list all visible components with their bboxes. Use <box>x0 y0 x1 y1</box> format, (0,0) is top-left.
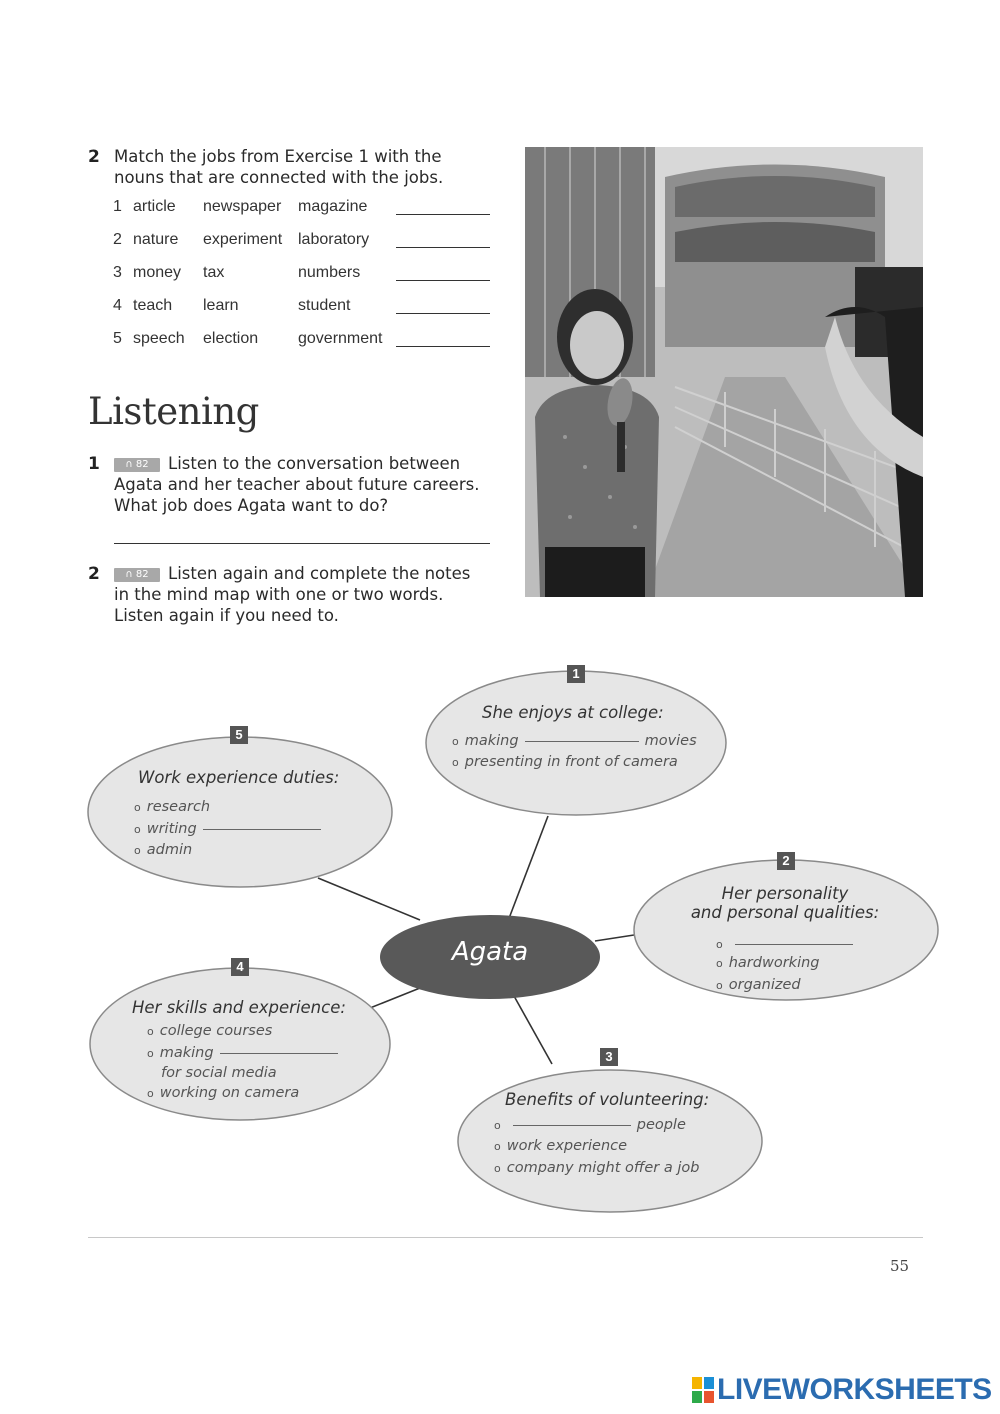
bubble-item: o hardworking <box>716 955 820 971</box>
word-3: laboratory <box>298 231 370 248</box>
exercise-number: 2 <box>88 564 100 584</box>
row-number: 3 <box>113 264 122 281</box>
word-3: student <box>298 297 351 314</box>
answer-blank[interactable] <box>735 944 853 945</box>
word-1: nature <box>133 231 179 248</box>
instruction-line: Listen to the conversation between <box>168 454 461 473</box>
exercise-number: 2 <box>88 147 100 167</box>
bubble-number: 5 <box>230 726 248 744</box>
bubble-item: o presenting in front of camera <box>452 754 678 770</box>
bubble-number: 3 <box>600 1048 618 1066</box>
bubble-title: Benefits of volunteering: <box>505 1090 710 1109</box>
word-3: numbers <box>298 264 361 281</box>
answer-blank[interactable] <box>220 1053 338 1054</box>
bubble-item: o work experience <box>494 1138 628 1154</box>
instruction-line: nouns that are connected with the jobs. <box>114 168 444 187</box>
word-1: money <box>133 264 182 281</box>
bubble-item: o research <box>134 799 211 815</box>
row-number: 5 <box>113 330 122 347</box>
bubble-item: o writing <box>134 821 327 837</box>
answer-blank[interactable] <box>203 829 321 830</box>
row-number: 2 <box>113 231 122 248</box>
bubble-title: She enjoys at college: <box>482 703 664 722</box>
bubble-item: o working on camera <box>147 1085 300 1101</box>
word-2: tax <box>203 264 225 281</box>
bubble-item: o organized <box>716 977 801 993</box>
instruction-line: Agata and her teacher about future careers. <box>114 475 480 494</box>
page-number: 55 <box>890 1257 910 1275</box>
bubble-title: Her skills and experience: <box>132 998 346 1017</box>
bubble-item: o <box>716 936 859 952</box>
answer-blank[interactable] <box>525 741 639 742</box>
exercise-number: 1 <box>88 454 100 474</box>
brand-name[interactable]: LIVEWORKSHEETS <box>717 1373 992 1406</box>
instruction-line: Listen again if you need to. <box>114 606 339 625</box>
word-3: government <box>298 330 383 347</box>
bubble-title: Work experience duties: <box>138 768 340 787</box>
instruction-line: Listen again and complete the notes <box>168 564 471 583</box>
word-2: election <box>203 330 259 347</box>
row-number: 1 <box>113 198 122 215</box>
word-3: magazine <box>298 198 368 215</box>
bubble-item: o people <box>494 1117 686 1133</box>
bubble-item: o company might offer a job <box>494 1160 700 1176</box>
bubble-item: o college courses <box>147 1023 273 1039</box>
bubble-number: 4 <box>231 958 249 976</box>
word-2: newspaper <box>203 198 282 215</box>
audio-track-badge[interactable]: ∩ 82 <box>114 568 160 582</box>
word-1: speech <box>133 330 185 347</box>
bubble-number: 2 <box>777 852 795 870</box>
bubble-title: Her personality and personal qualities: <box>690 884 880 922</box>
bubble-item: o making <box>147 1045 344 1061</box>
answer-blank[interactable] <box>513 1125 631 1126</box>
brand-mark-icon <box>692 1377 714 1403</box>
word-2: learn <box>203 297 239 314</box>
footer-divider <box>88 1237 923 1238</box>
bubble-item: for social media <box>161 1065 277 1081</box>
mindmap-center-label: Agata <box>451 937 529 967</box>
brand-logo <box>692 1373 992 1406</box>
bubble-item: o admin <box>134 842 193 858</box>
section-heading: Listening <box>88 390 259 433</box>
audio-track-badge[interactable]: ∩ 82 <box>114 458 160 472</box>
word-1: teach <box>133 297 173 314</box>
word-2: experiment <box>203 231 283 248</box>
row-number: 4 <box>113 297 122 314</box>
instruction-line: Match the jobs from Exercise 1 with the <box>114 147 442 166</box>
bubble-item: o making movies <box>452 733 697 749</box>
instruction-line: in the mind map with one or two words. <box>114 585 444 604</box>
bubble-number: 1 <box>567 665 585 683</box>
word-1: article <box>133 198 176 215</box>
instruction-line: What job does Agata want to do? <box>114 496 389 515</box>
